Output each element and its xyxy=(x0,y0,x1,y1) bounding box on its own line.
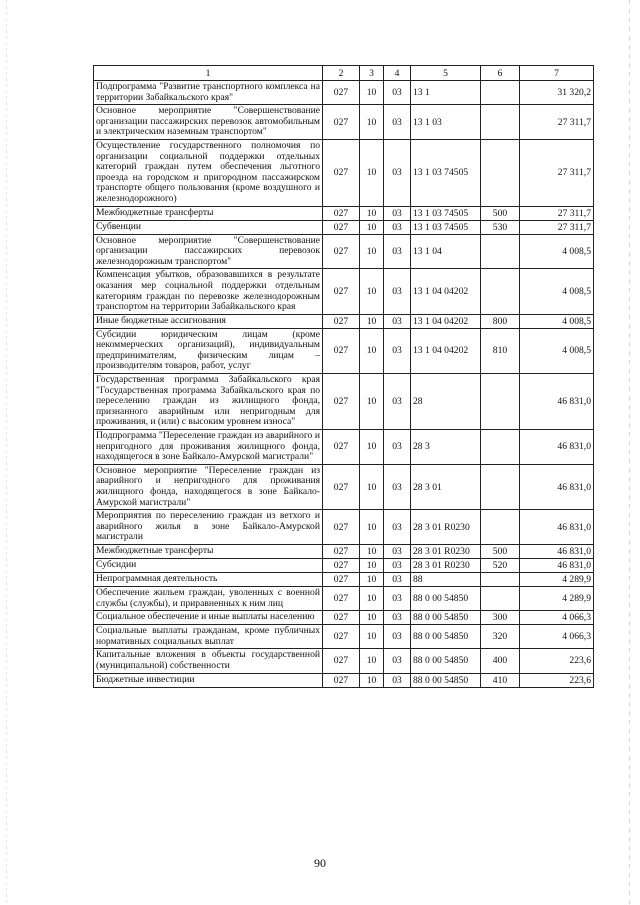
table-row xyxy=(94,464,594,509)
cell-admin-code: 027 xyxy=(323,673,360,687)
cell-target-article: 28 xyxy=(411,374,481,430)
cell-subsection: 03 xyxy=(384,430,411,465)
table-row xyxy=(94,544,594,558)
cell-amount: 27 311,7 xyxy=(520,105,594,140)
cell-expense-type: 520 xyxy=(481,558,520,572)
cell-amount: 4 066,3 xyxy=(520,625,594,649)
cell-amount: 4 289,9 xyxy=(520,586,594,610)
cell-expense-type xyxy=(481,572,520,586)
cell-admin-code: 027 xyxy=(323,544,360,558)
cell-name: Компенсация убытков, образовавшихся в результате оказания мер социальной поддержки отдельным категориям граждан по перевозке железнодорожным транспортом на территории Забайкальского края xyxy=(94,269,323,314)
cell-name: Государственная программа Забайкальского края "Государственная программа Забайкальского края по переселению граждан из жилищного фонда, признанного аварийным или непригодным для проживания, и (или) с высоким уровнем износа" xyxy=(94,374,323,430)
cell-amount: 223,6 xyxy=(520,649,594,673)
cell-expense-type xyxy=(481,105,520,140)
cell-admin-code: 027 xyxy=(323,139,360,206)
cell-target-article: 88 xyxy=(411,572,481,586)
cell-expense-type: 810 xyxy=(481,328,520,373)
header-col-5: 5 xyxy=(411,66,481,81)
cell-target-article: 13 1 03 74505 xyxy=(411,220,481,234)
table-row xyxy=(94,673,594,687)
cell-section: 10 xyxy=(360,510,384,545)
cell-subsection: 03 xyxy=(384,314,411,328)
cell-section: 10 xyxy=(360,234,384,269)
cell-expense-type xyxy=(481,269,520,314)
cell-subsection: 03 xyxy=(384,558,411,572)
cell-subsection: 03 xyxy=(384,81,411,105)
cell-subsection: 03 xyxy=(384,105,411,140)
cell-target-article: 28 3 01 xyxy=(411,464,481,509)
cell-subsection: 03 xyxy=(384,649,411,673)
cell-name: Основное мероприятие "Переселение граждан из аварийного и непригодного для проживания жилищного фонда, находящегося в зоне Байкало-Амурской магистрали" xyxy=(94,464,323,509)
cell-admin-code: 027 xyxy=(323,234,360,269)
cell-section: 10 xyxy=(360,611,384,625)
cell-admin-code: 027 xyxy=(323,558,360,572)
table-row xyxy=(94,220,594,234)
cell-name: Осуществление государственного полномочия по организации социальной поддержки отдельных категорий граждан путем обеспечения льготного проезда на городском и пригородном пассажирском транспорте общего пользования (кроме воздушного и железнодорожного) xyxy=(94,139,323,206)
cell-admin-code: 027 xyxy=(323,586,360,610)
cell-subsection: 03 xyxy=(384,269,411,314)
cell-section: 10 xyxy=(360,328,384,373)
cell-expense-type xyxy=(481,510,520,545)
table-row xyxy=(94,558,594,572)
cell-target-article: 88 0 00 54850 xyxy=(411,673,481,687)
cell-expense-type: 500 xyxy=(481,544,520,558)
cell-amount: 4 066,3 xyxy=(520,611,594,625)
cell-section: 10 xyxy=(360,464,384,509)
cell-expense-type xyxy=(481,586,520,610)
cell-target-article: 28 3 01 R0230 xyxy=(411,558,481,572)
cell-subsection: 03 xyxy=(384,611,411,625)
cell-name: Подпрограмма "Развитие транспортного комплекса на территории Забайкальского края" xyxy=(94,81,323,105)
cell-target-article: 88 0 00 54850 xyxy=(411,586,481,610)
cell-amount: 46 831,0 xyxy=(520,558,594,572)
cell-section: 10 xyxy=(360,81,384,105)
cell-subsection: 03 xyxy=(384,328,411,373)
cell-amount: 4 008,5 xyxy=(520,269,594,314)
page-number: 90 xyxy=(314,856,326,870)
table-row xyxy=(94,269,594,314)
cell-subsection: 03 xyxy=(384,625,411,649)
cell-admin-code: 027 xyxy=(323,220,360,234)
cell-name: Обеспечение жильем граждан, уволенных с военной службы (службы), и приравненных к ним лиц xyxy=(94,586,323,610)
table-row xyxy=(94,572,594,586)
cell-target-article: 13 1 04 04202 xyxy=(411,314,481,328)
header-col-1: 1 xyxy=(94,66,323,81)
table-row xyxy=(94,510,594,545)
table-row xyxy=(94,430,594,465)
cell-expense-type: 800 xyxy=(481,314,520,328)
cell-amount: 4 289,9 xyxy=(520,572,594,586)
cell-admin-code: 027 xyxy=(323,269,360,314)
cell-target-article: 13 1 04 04202 xyxy=(411,328,481,373)
cell-admin-code: 027 xyxy=(323,464,360,509)
table-row xyxy=(94,81,594,105)
cell-subsection: 03 xyxy=(384,572,411,586)
scan-edge-left xyxy=(6,0,7,905)
cell-target-article: 13 1 03 74505 xyxy=(411,139,481,206)
table-row xyxy=(94,206,594,220)
cell-section: 10 xyxy=(360,572,384,586)
table-header-row xyxy=(94,66,594,81)
table-row xyxy=(94,374,594,430)
cell-name: Межбюджетные трансферты xyxy=(94,544,323,558)
table-row xyxy=(94,328,594,373)
cell-name: Мероприятия по переселению граждан из ветхого и аварийного жилья в зоне Байкало-Амурской магистрали xyxy=(94,510,323,545)
cell-name: Иные бюджетные ассигнования xyxy=(94,314,323,328)
cell-target-article: 28 3 01 R0230 xyxy=(411,544,481,558)
cell-target-article: 28 3 01 R0230 xyxy=(411,510,481,545)
cell-amount: 46 831,0 xyxy=(520,430,594,465)
cell-expense-type xyxy=(481,139,520,206)
cell-amount: 46 831,0 xyxy=(520,464,594,509)
cell-admin-code: 027 xyxy=(323,430,360,465)
cell-section: 10 xyxy=(360,625,384,649)
cell-amount: 223,6 xyxy=(520,673,594,687)
table-row xyxy=(94,139,594,206)
cell-admin-code: 027 xyxy=(323,206,360,220)
cell-amount: 27 311,7 xyxy=(520,139,594,206)
cell-amount: 46 831,0 xyxy=(520,510,594,545)
cell-subsection: 03 xyxy=(384,374,411,430)
cell-subsection: 03 xyxy=(384,510,411,545)
cell-subsection: 03 xyxy=(384,234,411,269)
cell-target-article: 13 1 03 74505 xyxy=(411,206,481,220)
header-col-6: 6 xyxy=(481,66,520,81)
cell-target-article: 28 3 xyxy=(411,430,481,465)
cell-expense-type xyxy=(481,464,520,509)
cell-admin-code: 027 xyxy=(323,572,360,586)
cell-expense-type: 500 xyxy=(481,206,520,220)
cell-subsection: 03 xyxy=(384,673,411,687)
cell-name: Социальные выплаты гражданам, кроме публичных нормативных социальных выплат xyxy=(94,625,323,649)
cell-target-article: 13 1 03 xyxy=(411,105,481,140)
cell-expense-type xyxy=(481,234,520,269)
cell-expense-type xyxy=(481,81,520,105)
cell-section: 10 xyxy=(360,269,384,314)
cell-expense-type: 300 xyxy=(481,611,520,625)
cell-target-article: 88 0 00 54850 xyxy=(411,611,481,625)
cell-expense-type xyxy=(481,374,520,430)
cell-name: Субвенции xyxy=(94,220,323,234)
cell-name: Социальное обеспечение и иные выплаты населению xyxy=(94,611,323,625)
cell-expense-type: 530 xyxy=(481,220,520,234)
cell-subsection: 03 xyxy=(384,220,411,234)
cell-amount: 27 311,7 xyxy=(520,206,594,220)
cell-amount: 4 008,5 xyxy=(520,234,594,269)
cell-section: 10 xyxy=(360,206,384,220)
cell-target-article: 13 1 04 xyxy=(411,234,481,269)
cell-section: 10 xyxy=(360,105,384,140)
cell-section: 10 xyxy=(360,649,384,673)
cell-section: 10 xyxy=(360,558,384,572)
cell-admin-code: 027 xyxy=(323,105,360,140)
table-row xyxy=(94,611,594,625)
cell-expense-type: 400 xyxy=(481,649,520,673)
cell-name: Основное мероприятие "Совершенствование организации пассажирских перевозок автомобильным и электрическим наземным транспортом" xyxy=(94,105,323,140)
cell-section: 10 xyxy=(360,220,384,234)
header-col-3: 3 xyxy=(360,66,384,81)
table-row xyxy=(94,234,594,269)
table-row xyxy=(94,625,594,649)
cell-name: Капитальные вложения в объекты государственной (муниципальной) собственности xyxy=(94,649,323,673)
cell-section: 10 xyxy=(360,544,384,558)
cell-section: 10 xyxy=(360,139,384,206)
cell-amount: 4 008,5 xyxy=(520,314,594,328)
table-row xyxy=(94,586,594,610)
cell-name: Подпрограмма "Переселение граждан из аварийного и непригодного для проживания жилищного фонда, находящегося в зоне Байкало-Амурской магистрали" xyxy=(94,430,323,465)
cell-subsection: 03 xyxy=(384,544,411,558)
cell-section: 10 xyxy=(360,430,384,465)
cell-admin-code: 027 xyxy=(323,625,360,649)
cell-subsection: 03 xyxy=(384,464,411,509)
cell-name: Субсидии xyxy=(94,558,323,572)
cell-subsection: 03 xyxy=(384,139,411,206)
cell-amount: 27 311,7 xyxy=(520,220,594,234)
cell-admin-code: 027 xyxy=(323,649,360,673)
cell-amount: 31 320,2 xyxy=(520,81,594,105)
cell-name: Субсидии юридическим лицам (кроме некоммерческих организаций), индивидуальным предпринимателям, физическим лицам – производителям товаров, работ, услуг xyxy=(94,328,323,373)
header-col-4: 4 xyxy=(384,66,411,81)
scan-edge-right xyxy=(629,0,630,905)
cell-section: 10 xyxy=(360,314,384,328)
table-row xyxy=(94,649,594,673)
cell-amount: 46 831,0 xyxy=(520,544,594,558)
cell-expense-type: 320 xyxy=(481,625,520,649)
cell-name: Непрограммная деятельность xyxy=(94,572,323,586)
cell-section: 10 xyxy=(360,374,384,430)
cell-subsection: 03 xyxy=(384,586,411,610)
header-col-2: 2 xyxy=(323,66,360,81)
cell-name: Межбюджетные трансферты xyxy=(94,206,323,220)
cell-target-article: 13 1 xyxy=(411,81,481,105)
cell-section: 10 xyxy=(360,586,384,610)
cell-target-article: 13 1 04 04202 xyxy=(411,269,481,314)
cell-target-article: 88 0 00 54850 xyxy=(411,625,481,649)
budget-table xyxy=(93,65,594,688)
cell-admin-code: 027 xyxy=(323,81,360,105)
cell-amount: 4 008,5 xyxy=(520,328,594,373)
cell-expense-type xyxy=(481,430,520,465)
cell-admin-code: 027 xyxy=(323,314,360,328)
cell-subsection: 03 xyxy=(384,206,411,220)
cell-name: Основное мероприятие "Совершенствование организации пассажирских перевозок железнодорожным транспортом" xyxy=(94,234,323,269)
cell-admin-code: 027 xyxy=(323,510,360,545)
cell-section: 10 xyxy=(360,673,384,687)
cell-admin-code: 027 xyxy=(323,374,360,430)
cell-admin-code: 027 xyxy=(323,611,360,625)
table-row xyxy=(94,314,594,328)
cell-target-article: 88 0 00 54850 xyxy=(411,649,481,673)
table-row xyxy=(94,105,594,140)
cell-admin-code: 027 xyxy=(323,328,360,373)
cell-expense-type: 410 xyxy=(481,673,520,687)
cell-amount: 46 831,0 xyxy=(520,374,594,430)
header-col-7: 7 xyxy=(520,66,594,81)
cell-name: Бюджетные инвестиции xyxy=(94,673,323,687)
